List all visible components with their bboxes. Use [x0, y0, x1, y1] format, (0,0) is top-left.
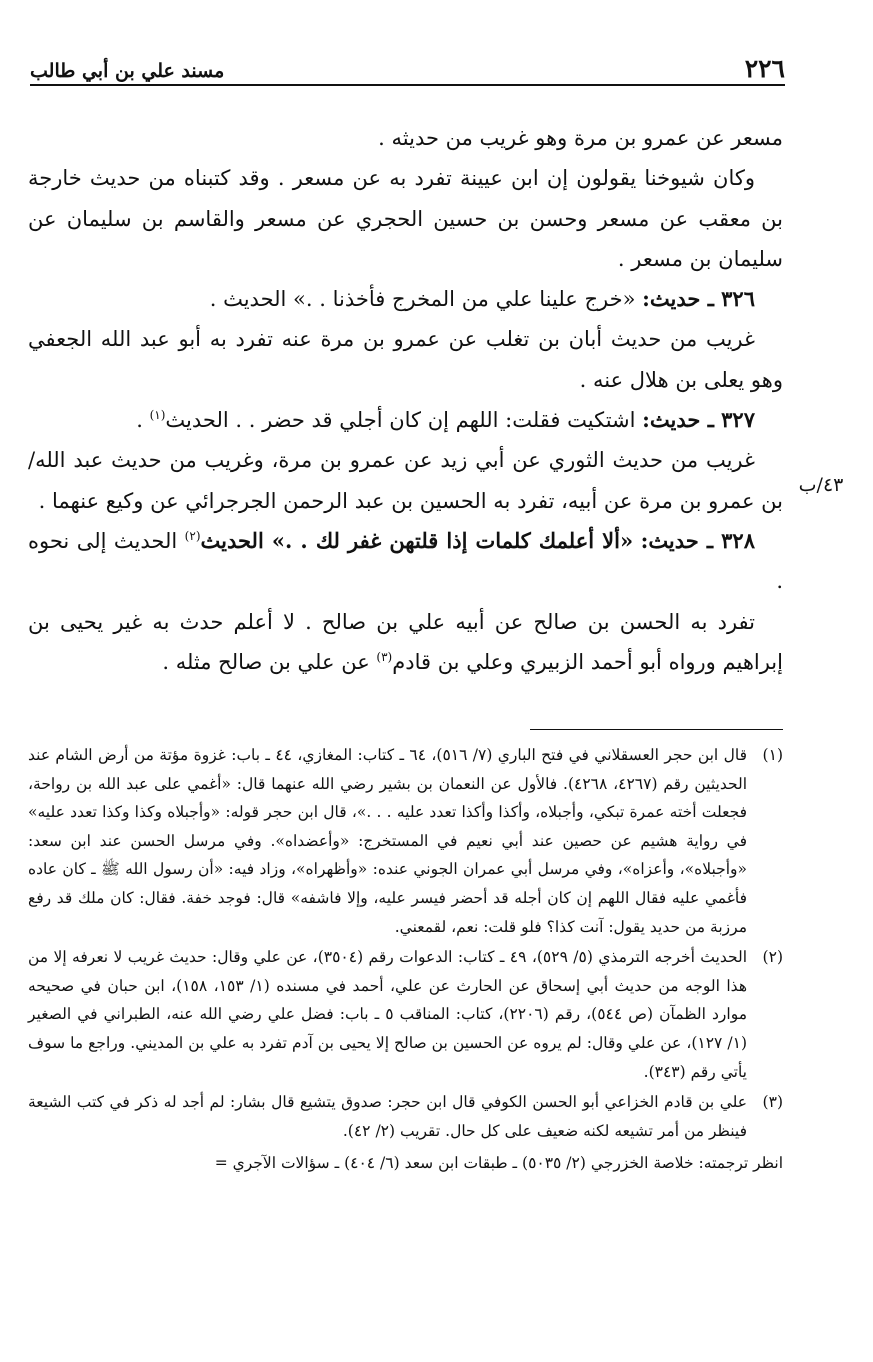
footnote-ref: (٢): [184, 528, 201, 543]
footnotes: [28, 741, 783, 1178]
margin-folio-note: ٤٣/ب: [798, 474, 844, 496]
paragraph: غريب من حديث أبان بن تغلب عن عمرو بن مرة عنه تفرد به أبو عبد الله الجعفي وهو يعلى بن هلال عنه .: [28, 327, 783, 392]
footnote-separator: [530, 729, 783, 730]
paragraph: غريب من حديث الثوري عن أبي زيد عن عمرو بن مرة، وغريب من حديث عبد الله/ بن عمرو بن مرة عن أبيه، تفرد به الحسين بن عبد الرحمن الجرجرائي عن وكيع عنهما .: [28, 448, 783, 513]
paragraph-text: تفرد به الحسن بن صالح عن أبيه علي بن صالح . لا أعلم حدث به غير يحيى بن إبراهيم ورواه أبو أحمد الزبيري وعلي بن قادم: [28, 609, 783, 674]
footnote: [28, 741, 783, 941]
hadith-326: [28, 279, 783, 319]
footnote-text: الحديث أخرجه الترمذي (٥/ ٥٢٩)، ٤٩ ـ كتاب: الدعوات رقم (٣٥٠٤)، عن علي وقال: حديث غريب لا نعرفه إلا من هذا الوجه من حديث أبي إسحاق عن الحارث عن علي، أحمد في مسنده (١/ ١٥٣، ١٥٨)، ابن حبان في صحيحه موارد الظمآن (ص ٥٤٤)، رقم (٢٢٠٦)، كتاب: المناقب ٥ ـ باب: فضل علي رضي الله عنه، الطبراني في الصغير (١/ ١٢٧)، عن علي وقال: لم يروه عن الحسين بن صالح إلا يحيى بن آدم تفرد به علي بن المديني. وراجع ما سوف يأتي رقم (٣٤٣).: [28, 948, 748, 1081]
hadith-327: [28, 400, 783, 440]
hadith-text-end: .: [136, 408, 150, 433]
hadith-number: ٣٢٧ ـ حديث:: [642, 407, 755, 433]
book-title: مسند علي بن أبي طالب: [30, 60, 225, 82]
hadith-number: ٣٢٦ ـ حديث:: [642, 286, 755, 312]
page-number: ٢٢٦: [744, 54, 785, 83]
footnote: [28, 1088, 783, 1145]
header-rule: [30, 84, 785, 86]
footnote: [28, 943, 783, 1086]
footnote-ref: (١): [149, 408, 166, 423]
footnote-text: علي بن قادم الخزاعي أبو الحسن الكوفي قال ابن حجر: صدوق يتشيع قال بشار: لم أجد له ذكر في كتب الشيعة فينظر من أمر تشيعه لكنه ضعيف على كل حال. تقريب (٢/ ٤٢).: [28, 1093, 747, 1140]
hadith-328: [28, 521, 783, 602]
hadith-text-end: الحديث إلى نحوه .: [28, 528, 783, 594]
footnote-number: (٣): [762, 1093, 783, 1112]
hadith-text: «خرج علينا علي من المخرج فأخذنا . .» الحديث .: [209, 287, 636, 312]
footnote-number: (١): [762, 746, 783, 764]
main-text: [28, 118, 783, 682]
hadith-text: «ألا أعلمك كلمات إذا قلتهن غفر لك . .» الحديث: [200, 527, 634, 553]
footnote-number: (٢): [762, 948, 783, 967]
running-header: [30, 50, 785, 86]
paragraph: [28, 602, 783, 683]
paragraph: وكان شيوخنا يقولون إن ابن عيينة تفرد به عن مسعر . وقد كتبناه من حديث خارجة بن معقب عن مسعر وحسن بن حسين الحجري عن مسعر والقاسم بن سليمان عن سليمان بن مسعر .: [28, 166, 783, 271]
paragraph: مسعر عن عمرو بن مرة وهو غريب من حديثه .: [378, 126, 783, 150]
footnote-text: قال ابن حجر العسقلاني في فتح الباري (٧/ ٥١٦)، ٦٤ ـ كتاب: المغازي، ٤٤ ـ باب: غزوة مؤتة من أرض الشام عند الحديثين رقم (٤٢٦٧، ٤٢٦٨). فالأول عن النعمان بن بشير رضي الله عنهما قال: «أغمي على عبد الله بن رواحة، فجعلت أخته عمرة تبكي، وأجبلاه، وأكذا وأكذا تعدد عليه . . .»، قال ابن حجر قوله: «وأجبلاه وكذا وكذا تعدد عليه» في رواية هشيم عن حصين عند أبي نعيم في المستخرج: «وأعضداه». وفي مرسل الحسن عند ابن سعد: «وأجبلاه»، وأعزاه»، وفي مرسل أبي عمران الجوني عنده: «وأظهراه»، وزاد فيه: «أن رسول الله ﷺ ـ كان عاده فأغمي عليه فقال اللهم إن كان أجله قد أحضر فيسر عليه، وإلا فاشفه» قال: فوجد خفة. فقال: كان ملك قد رفع مرزبة من حديد يقول: آنت كذا؟ فلو قلت: نعم، لقمعني.: [28, 746, 747, 936]
biography-references: انظر ترجمته: خلاصة الخزرجي (٢/ ٥٠٣٥) ـ طبقات ابن سعد (٦/ ٤٠٤) ـ سؤالات الآجري =: [214, 1154, 783, 1173]
paragraph-text: عن علي بن صالح مثله .: [162, 649, 377, 674]
hadith-text: اشتكيت فقلت: اللهم إن كان أجلي قد حضر . . الحديث: [165, 408, 636, 433]
footnote-ref: (٣): [376, 649, 393, 664]
hadith-number: ٣٢٨ ـ حديث:: [640, 527, 755, 553]
